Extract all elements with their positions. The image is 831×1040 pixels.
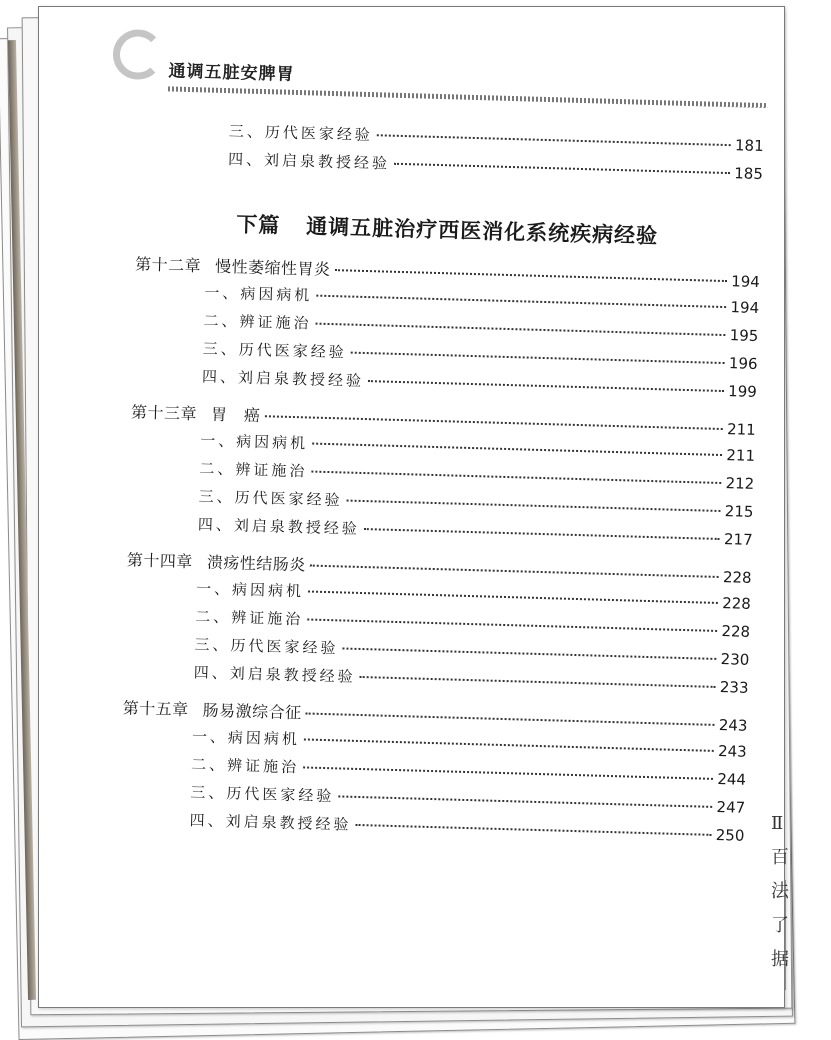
part-heading <box>236 208 659 250</box>
toc-entry-label: 三、历代医家经验 <box>194 635 339 658</box>
toc-entry-page: 215 <box>724 502 754 521</box>
toc-entry-label: 一、病因病机 <box>199 431 309 453</box>
leader-dots <box>356 824 712 836</box>
leader-dots <box>308 591 718 604</box>
toc-entry-page: 250 <box>715 825 745 845</box>
toc-entry-label: 二、辨证施治 <box>199 459 308 481</box>
toc-entry-label: 四、刘启泉教授经验 <box>201 367 365 390</box>
leader-dots <box>368 380 724 392</box>
toc-entry-label: 四、刘启泉教授经验 <box>189 811 352 834</box>
leader-dots <box>338 795 712 807</box>
leader-dots <box>306 712 715 725</box>
toc-entry-page: 199 <box>727 382 758 401</box>
part-label: 下篇 <box>235 211 281 238</box>
leader-dots <box>312 443 722 456</box>
toc-content <box>25 0 798 1018</box>
leader-dots <box>311 471 721 484</box>
toc-entry-label: 四、刘启泉教授经验 <box>193 663 356 686</box>
leader-dots <box>377 134 731 146</box>
toc-entry-label: 一、病因病机 <box>195 579 305 601</box>
toc-entry-page: 185 <box>733 164 764 184</box>
toc-entry-label: 四、刘启泉教授经验 <box>227 150 391 173</box>
leader-dots <box>351 352 725 364</box>
leader-dots <box>264 415 723 430</box>
chapter-number: 第十四章 <box>126 550 194 572</box>
toc-entry-label: 三、历代医家经验 <box>202 339 348 362</box>
toc-page <box>38 6 789 1008</box>
chapter-number: 第十三章 <box>130 402 198 424</box>
toc-entry-label: 一、病因病机 <box>191 727 301 749</box>
glimpse-char: 据 <box>771 949 789 970</box>
chapter-title: 肠易激综合征 <box>202 700 302 723</box>
toc-entry-label: 三、历代医家经验 <box>198 487 343 510</box>
toc-entry-label: 四、刘启泉教授经验 <box>197 515 361 538</box>
glimpse-char: Ⅱ <box>771 813 784 834</box>
toc-entry-page: 181 <box>734 136 764 156</box>
glimpse-char: 百 <box>771 847 789 868</box>
toc-entry-label: 三、历代医家经验 <box>190 783 335 806</box>
toc-entry-page: 217 <box>723 530 753 549</box>
header-divider <box>168 86 768 108</box>
toc-entry-page: 228 <box>721 622 751 641</box>
leader-dots <box>316 323 726 336</box>
leader-dots <box>360 676 716 688</box>
toc-entry-page: 233 <box>719 678 749 697</box>
chapter-page: 228 <box>722 568 752 587</box>
toc-entry-label: 三、历代医家经验 <box>228 122 374 145</box>
leader-dots <box>394 163 730 174</box>
leader-dots <box>316 295 726 308</box>
toc-entry-page: 195 <box>729 326 759 345</box>
toc-entry-label: 二、辨证施治 <box>203 311 312 333</box>
toc-entry-page: 230 <box>720 650 750 669</box>
glimpse-char: 了 <box>771 915 789 936</box>
leader-dots <box>364 528 720 540</box>
leader-dots <box>347 500 721 512</box>
toc-entry-page: 244 <box>717 770 747 789</box>
leader-dots <box>307 618 717 631</box>
chapter-number: 第十二章 <box>134 254 202 276</box>
chapter-title: 溃疡性结肠炎 <box>206 552 307 575</box>
toc-entry-label: 二、辨证施治 <box>190 755 300 777</box>
leader-dots <box>304 738 714 751</box>
leader-dots <box>342 647 716 659</box>
chapter-title: 慢性萎缩性胃炎 <box>214 256 331 280</box>
leader-dots <box>303 766 713 779</box>
toc-entry-label: 一、病因病机 <box>204 283 313 305</box>
running-header: 通调五脏安脾胃 <box>168 61 295 85</box>
toc-entry-page: 211 <box>726 446 756 465</box>
toc-entry-page: 194 <box>730 298 760 317</box>
toc-entry-page: 243 <box>717 742 747 761</box>
chapter-page: 194 <box>730 272 761 291</box>
leader-dots <box>335 269 728 282</box>
toc-entry-label: 二、辨证施治 <box>195 607 304 629</box>
toc-entry-page: 196 <box>728 354 758 373</box>
toc-entry-page: 247 <box>716 797 746 817</box>
chapter-title: 胃 癌 <box>210 404 261 426</box>
toc-entry-page: 228 <box>721 594 752 613</box>
chapter-page: 243 <box>718 716 748 735</box>
adjacent-page-glimpse <box>771 807 831 1017</box>
part-title: 通调五脏治疗西医消化系统疾病经验 <box>305 213 659 249</box>
chapter-number: 第十五章 <box>122 698 189 720</box>
glimpse-char: 法 <box>771 881 789 902</box>
chapter-page: 211 <box>726 420 756 439</box>
toc-entry-page: 212 <box>725 474 755 493</box>
brush-circle-icon <box>112 29 163 80</box>
leader-dots <box>310 565 719 578</box>
